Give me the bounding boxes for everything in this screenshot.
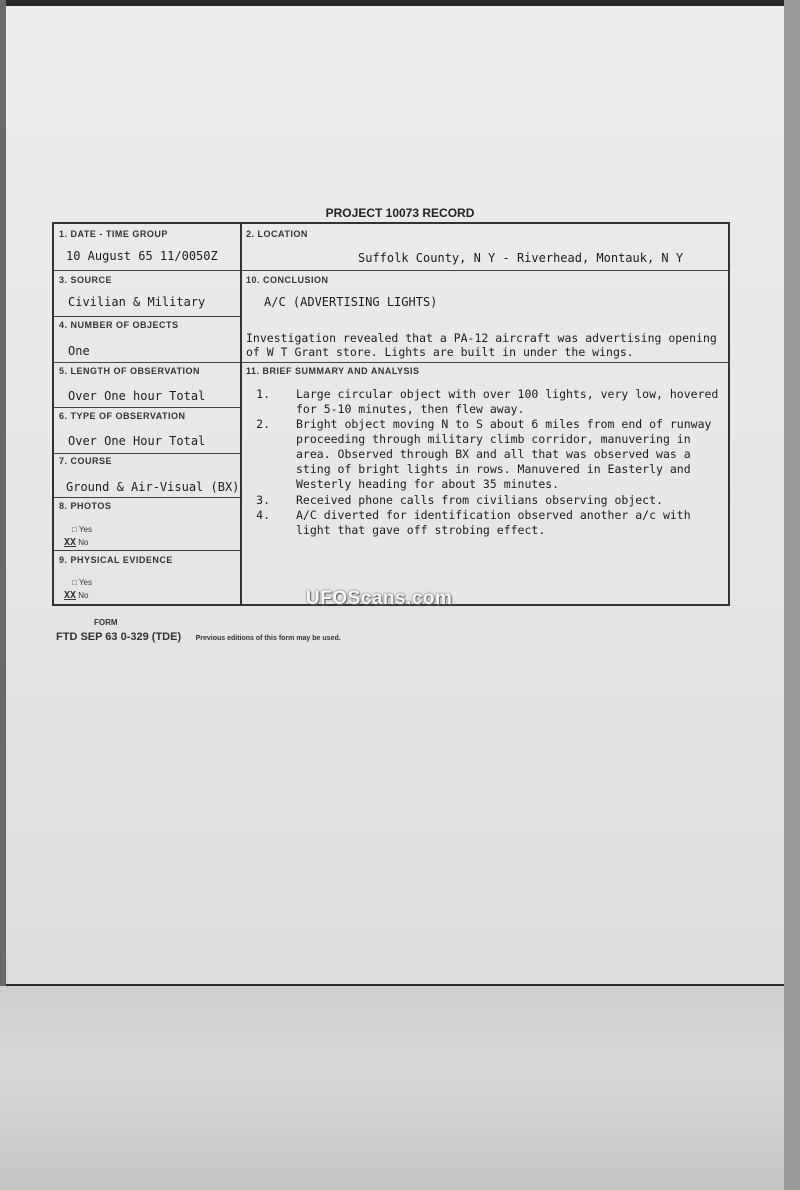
conclusion-detail-2: of W T Grant store. Lights are built in under the wings. bbox=[246, 345, 634, 359]
photos-yes-option bbox=[72, 525, 92, 534]
divider bbox=[240, 270, 730, 271]
summary-line: Bright object moving N to S about 6 miles from end of runway bbox=[296, 417, 712, 431]
divider bbox=[54, 270, 240, 271]
summary-line: Received phone calls from civilians observing object. bbox=[296, 493, 663, 507]
location-label: 2. LOCATION bbox=[246, 229, 308, 239]
source-label: 3. SOURCE bbox=[59, 275, 113, 285]
form-word: FORM bbox=[94, 618, 118, 627]
form-id: FTD SEP 63 0-329 (TDE) bbox=[56, 631, 182, 643]
divider bbox=[240, 362, 730, 363]
physical-no-mark: XX bbox=[64, 590, 77, 601]
conclusion-value: A/C (ADVERTISING LIGHTS) bbox=[264, 295, 438, 309]
watermark: UFOScans.com bbox=[306, 588, 453, 609]
summary-item bbox=[246, 387, 728, 417]
number-value: One bbox=[68, 344, 90, 358]
photos-no-mark: XX bbox=[64, 537, 77, 548]
physical-yes-option bbox=[72, 578, 92, 587]
date-label: 1. DATE - TIME GROUP bbox=[59, 229, 168, 239]
form-note: Previous editions of this form may be used. bbox=[195, 635, 341, 642]
backdrop-lower bbox=[0, 986, 800, 1190]
length-label: 5. LENGTH OF OBSERVATION bbox=[59, 366, 201, 376]
type-value: Over One Hour Total bbox=[68, 434, 206, 448]
column-divider bbox=[240, 224, 242, 604]
summary-item-number: 3. bbox=[256, 493, 270, 507]
physical-evidence-label: 9. PHYSICAL EVIDENCE bbox=[59, 555, 173, 565]
photos-label: 8. PHOTOS bbox=[59, 501, 112, 511]
record-form bbox=[52, 222, 730, 606]
summary-item-number: 1. bbox=[256, 387, 270, 401]
record-title: PROJECT 10073 RECORD bbox=[325, 206, 475, 220]
summary-item-number: 2. bbox=[256, 417, 270, 431]
physical-yes-text: Yes bbox=[78, 578, 92, 587]
conclusion-detail-1: Investigation revealed that a PA-12 aircraft was advertising opening bbox=[246, 331, 717, 345]
location-value: Suffolk County, N Y - Riverhead, Montauk, N Y bbox=[358, 251, 684, 265]
summary-line: area. Observed through BX and all that was observed was a bbox=[296, 447, 691, 461]
physical-no-text: No bbox=[78, 591, 89, 600]
summary-item bbox=[246, 508, 728, 538]
divider bbox=[54, 453, 240, 454]
form-footer bbox=[56, 618, 341, 645]
summary-list bbox=[246, 387, 728, 538]
summary-label: 11. BRIEF SUMMARY AND ANALYSIS bbox=[246, 366, 420, 376]
photos-no-option bbox=[64, 537, 89, 548]
divider bbox=[54, 407, 240, 408]
divider bbox=[54, 362, 240, 363]
divider bbox=[54, 497, 240, 498]
summary-line: proceeding through military climb corridor, manuvering in bbox=[296, 432, 691, 446]
checkbox-icon: □ bbox=[72, 578, 77, 587]
divider bbox=[54, 316, 240, 317]
summary-line: sting of bright lights in rows. Manuvered in Easterly and bbox=[296, 462, 691, 476]
summary-line: light that gave off strobing effect. bbox=[296, 523, 546, 537]
film-edge-right bbox=[784, 0, 800, 1190]
summary-item bbox=[246, 493, 728, 508]
course-value: Ground & Air-Visual (BX) bbox=[66, 480, 240, 494]
photos-yes-text: Yes bbox=[78, 525, 92, 534]
conclusion-label: 10. CONCLUSION bbox=[246, 275, 329, 285]
summary-line: A/C diverted for identification observed another a/c with bbox=[296, 508, 691, 522]
length-value: Over One hour Total bbox=[68, 389, 206, 403]
summary-item-number: 4. bbox=[256, 508, 270, 522]
divider bbox=[54, 550, 240, 551]
summary-line: Large circular object with over 100 lights, very low, hovered bbox=[296, 387, 719, 401]
summary-line: for 5-10 minutes, then flew away. bbox=[296, 402, 525, 416]
source-value: Civilian & Military bbox=[68, 295, 206, 309]
checkbox-icon: □ bbox=[72, 525, 77, 534]
summary-line: Westerly heading for about 35 minutes. bbox=[296, 477, 560, 491]
number-label: 4. NUMBER OF OBJECTS bbox=[59, 320, 179, 330]
course-label: 7. COURSE bbox=[59, 456, 113, 466]
date-value: 10 August 65 11/0050Z bbox=[66, 249, 218, 263]
physical-no-option bbox=[64, 590, 89, 601]
summary-item bbox=[246, 417, 728, 493]
photos-no-text: No bbox=[78, 538, 89, 547]
type-label: 6. TYPE OF OBSERVATION bbox=[59, 411, 186, 421]
